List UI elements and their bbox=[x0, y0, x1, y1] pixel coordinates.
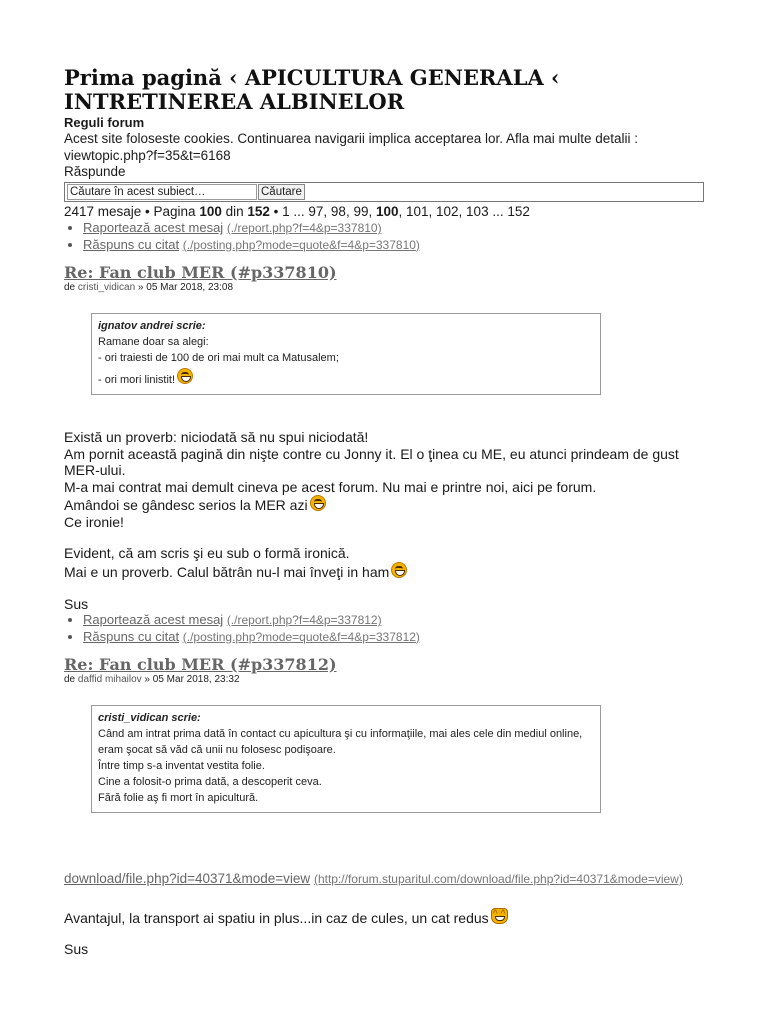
quote-author: cristi_vidican scrie: bbox=[98, 712, 201, 724]
post-date: » 05 Mar 2018, 23:08 bbox=[135, 282, 234, 293]
pagination-pages[interactable]: • 1 ... 97, 98, 99, bbox=[269, 204, 376, 219]
quote-line: Între timp s-a inventat vestita folie. bbox=[98, 760, 265, 772]
quote-line: - ori mori linistit! bbox=[98, 374, 176, 386]
post-body bbox=[64, 908, 706, 927]
topic-search-form bbox=[64, 182, 704, 202]
quote-line-with-emoji bbox=[98, 368, 594, 388]
quote-reply-link[interactable]: Răspuns cu citat bbox=[83, 628, 180, 644]
body-line: Evident, că am scris şi eu sub o formă ironică. bbox=[64, 545, 350, 561]
pagination-of: din bbox=[221, 204, 248, 219]
body-line: Ce ironie! bbox=[64, 513, 124, 530]
attachment-url[interactable]: (http://forum.stuparitul.com/download/file.php?id=40371&mode=view) bbox=[313, 872, 683, 886]
pagination-summary: 2417 mesaje • Pagina bbox=[64, 204, 200, 219]
attachment-link-block bbox=[64, 869, 706, 889]
body-line-with-emoji bbox=[64, 495, 706, 514]
body-line: Amândoi se gândesc serios la MER azi bbox=[64, 497, 308, 513]
report-post-url[interactable]: (./report.php?f=4&p=337810) bbox=[226, 221, 382, 235]
laughing-emoji-icon bbox=[391, 562, 407, 578]
meta-prefix: de bbox=[64, 674, 78, 685]
pagination bbox=[64, 204, 706, 220]
post bbox=[64, 656, 706, 957]
quote-author: ignatov andrei scrie: bbox=[98, 320, 206, 332]
body-line: Avantajul, la transport ai spatiu in plus...in caz de cules, un cat redus bbox=[64, 910, 489, 926]
list-item bbox=[83, 220, 706, 237]
total-pages: 152 bbox=[247, 204, 270, 219]
cat-emoji-icon bbox=[491, 908, 508, 924]
quote-line: Când am intrat prima dată în contact cu apicultura şi cu informaţiile, mai ales cele din mediul online, eram şocat să văd că unii nu folosesc podişoare. bbox=[98, 728, 583, 756]
post-date: » 05 Mar 2018, 23:32 bbox=[141, 674, 240, 685]
quote-block bbox=[91, 705, 601, 813]
list-item bbox=[83, 629, 706, 646]
meta-prefix: de bbox=[64, 282, 78, 293]
reply-link[interactable]: Răspunde bbox=[64, 164, 126, 179]
forum-rules-link[interactable]: Reguli forum bbox=[64, 115, 145, 130]
list-item bbox=[83, 237, 706, 254]
quote-line: Fără folie aş fi mort în apicultură. bbox=[98, 792, 259, 804]
post-actions bbox=[64, 612, 706, 645]
pagination-current: 100 bbox=[375, 204, 399, 219]
body-line: Există un proverb: niciodată să nu spui niciodată! bbox=[64, 429, 369, 445]
back-to-top-link[interactable]: Sus bbox=[64, 940, 89, 957]
post-body bbox=[64, 429, 706, 580]
list-item bbox=[83, 612, 706, 629]
body-line: Mai e un proverb. Calul bătrân nu-l mai înveţi in ham bbox=[64, 563, 390, 580]
post-title[interactable]: Re: Fan club MER (#p337810) bbox=[64, 263, 337, 282]
search-button[interactable]: Căutare bbox=[258, 184, 305, 200]
attachment-link[interactable]: download/file.php?id=40371&mode=view bbox=[64, 871, 311, 886]
current-page-number: 100 bbox=[199, 204, 222, 219]
report-post-link[interactable]: Raportează acest mesaj bbox=[83, 612, 224, 627]
report-post-url[interactable]: (./report.php?f=4&p=337812) bbox=[226, 613, 382, 627]
post-title[interactable]: Re: Fan club MER (#p337812) bbox=[64, 655, 337, 674]
post-author[interactable]: daffid mihailov bbox=[77, 674, 142, 685]
cookie-notice: Acest site foloseste cookies. Continuarea navigarii implica acceptarea lor. Afla mai multe detalii : viewtopic.php?f=35&t=6168 bbox=[64, 131, 639, 163]
quote-line: - ori traiesti de 100 de ori mai mult ca Matusalem; bbox=[98, 352, 339, 364]
back-to-top-link[interactable]: Sus bbox=[64, 596, 89, 612]
pagination-next-pages[interactable]: , 101, 102, 103 ... 152 bbox=[398, 204, 530, 219]
body-line-with-emoji bbox=[64, 562, 706, 581]
forum-topic-page bbox=[64, 66, 706, 957]
quote-reply-url[interactable]: (./posting.php?mode=quote&f=4&p=337810) bbox=[182, 237, 420, 252]
post bbox=[64, 264, 706, 645]
laughing-emoji-icon bbox=[310, 495, 326, 511]
quote-block bbox=[91, 313, 601, 395]
body-line: Am pornit această pagină din nişte contre cu Jonny it. El o ţinea cu ME, eu atunci prindeam de gust MER-ului. bbox=[64, 445, 679, 478]
search-input[interactable]: Căutare în acest subiect… bbox=[67, 184, 257, 200]
quote-line: Ramane doar sa alegi: bbox=[98, 336, 209, 348]
post-meta bbox=[64, 282, 706, 294]
page-title[interactable]: Prima pagină ‹ APICULTURA GENERALA ‹ INTRETINEREA ALBINELOR bbox=[64, 65, 560, 114]
quote-reply-url[interactable]: (./posting.php?mode=quote&f=4&p=337812) bbox=[182, 629, 420, 644]
post-author[interactable]: cristi_vidican bbox=[77, 282, 136, 293]
post-actions bbox=[64, 220, 706, 253]
quote-reply-link[interactable]: Răspuns cu citat bbox=[83, 236, 180, 252]
quote-line: Cine a folosit-o prima dată, a descoperit ceva. bbox=[98, 776, 322, 788]
body-line: M-a mai contrat mai demult cineva pe acest forum. Nu mai e printre noi, aici pe forum. bbox=[64, 478, 597, 495]
post-meta bbox=[64, 674, 706, 686]
laughing-emoji-icon bbox=[177, 368, 193, 384]
report-post-link[interactable]: Raportează acest mesaj bbox=[83, 220, 224, 235]
